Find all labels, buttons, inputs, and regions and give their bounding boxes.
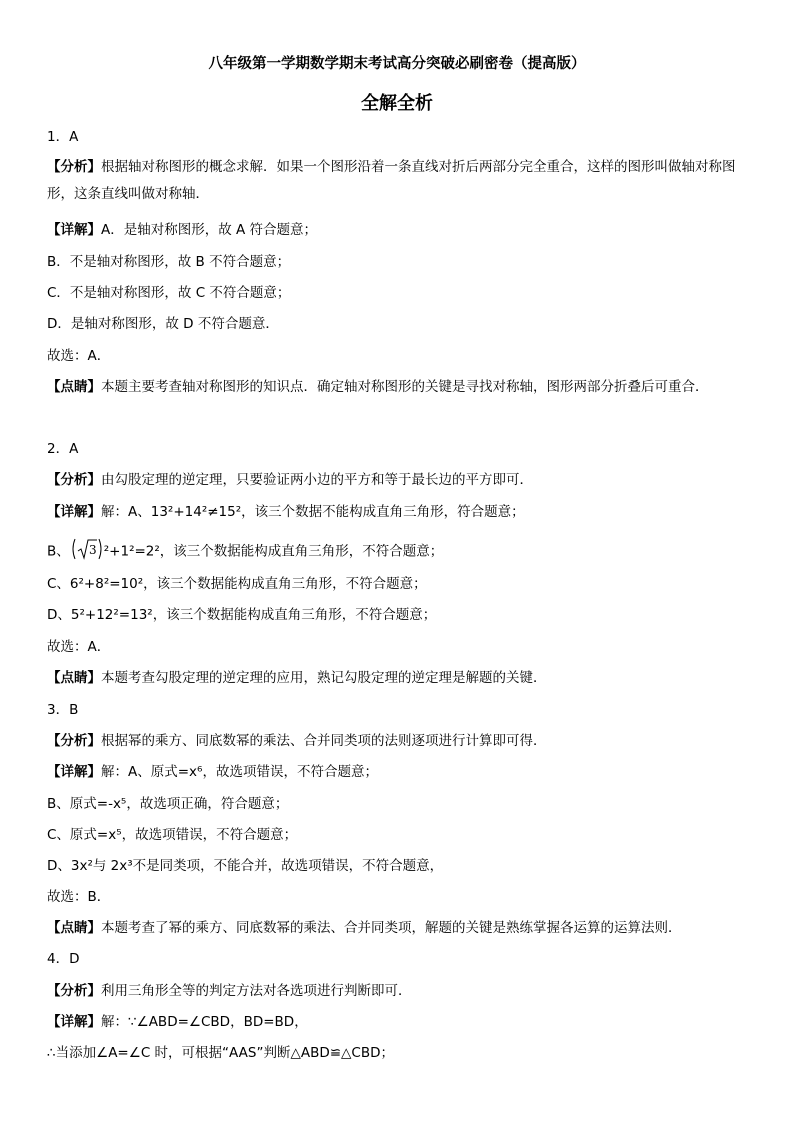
q1-number: 1．A [47,129,79,145]
q2-analysis-tag: 【分析】 [47,472,101,488]
sqrt-paren-icon [70,537,104,561]
q2-comment-text: 本题考查勾股定理的逆定理的应用，熟记勾股定理的逆定理是解题的关键． [101,670,547,686]
document-title: 八年级第一学期数学期末考试高分突破必刷密卷（提高版） [208,56,586,72]
q1-option-d: D．是轴对称图形，故 D 不符合题意． [47,316,279,332]
q2-option-b-prefix: B、 [47,543,70,560]
q1-detail-a: A．是轴对称图形，故 A 符合题意； [101,222,318,238]
q4-number: 4．D [47,951,80,967]
q3-detail-tag: 【详解】 [47,764,101,780]
q1-comment-text: 本题主要考查轴对称图形的知识点．确定轴对称图形的关键是寻找对称轴，图形两部分折叠后可重合． [101,379,709,395]
q4-detail [47,1013,757,1031]
sqrt-radicand: 3 [88,543,97,557]
q3-comment-tag: 【点睛】 [47,920,101,936]
q1-analysis-text: 根据轴对称图形的概念求解．如果一个图形沿着一条直线对折后两部分完全重合，这样的图形叫做轴对称图形，这条直线叫做对称轴． [47,159,736,202]
q3-number: 3．B [47,702,79,718]
q3-choose: 故选：B． [47,889,111,905]
q2-option-b [47,537,757,566]
q3-detail-a: 解：A、原式=x⁶，故选项错误，不符合题意； [101,764,378,780]
q2-detail-a: 解：A、13²+14²≠15²，该三个数据不能构成直角三角形，符合题意； [101,504,525,520]
q2-comment [47,669,757,687]
q4-detail-a: 解：∵∠ABD=∠CBD，BD=BD， [101,1014,308,1030]
q2-option-b-suffix: ²+1²=2²，该三个数据能构成直角三角形，不符合题意； [103,543,444,560]
q1-choose: 故选：A． [47,348,111,364]
q1-detail-tag: 【详解】 [47,222,101,238]
q3-option-d: D、3x²与 2x³不是同类项，不能合并，故选项错误，不符合题意， [47,858,444,874]
q1-comment [47,378,757,396]
q4-detail-tag: 【详解】 [47,1014,101,1030]
q1-analysis-tag: 【分析】 [47,159,101,175]
q3-option-c: C、原式=x⁵，故选项错误，不符合题意； [47,827,298,843]
q4-analysis-text: 利用三角形全等的判定方法对各选项进行判断即可． [101,983,412,999]
q1-analysis [47,154,757,208]
q1-option-b: B．不是轴对称图形，故 B 不符合题意； [47,254,291,270]
q2-number: 2．A [47,441,79,457]
q3-analysis [47,732,757,750]
q2-detail [47,503,757,521]
q3-comment-text: 本题考查了幂的乘方、同底数幂的乘法、合并同类项，解题的关键是熟练掌握各运算的运算法则． [101,920,682,936]
q3-detail [47,763,757,781]
q1-detail [47,221,757,239]
q3-option-b: B、原式=-x⁵，故选项正确，符合题意； [47,796,289,812]
q4-analysis-tag: 【分析】 [47,983,101,999]
q4-line-2: ∴当添加∠A=∠C 时，可根据“AAS”判断△ABD≌△CBD； [47,1045,395,1061]
q3-analysis-tag: 【分析】 [47,733,101,749]
q2-option-d: D、5²+12²=13²，该三个数据能构成直角三角形，不符合题意； [47,607,437,623]
q2-option-c: C、6²+8²=10²，该三个数据能构成直角三角形，不符合题意； [47,576,427,592]
q4-analysis [47,982,757,1000]
q1-option-c: C．不是轴对称图形，故 C 不符合题意； [47,285,291,301]
q2-detail-tag: 【详解】 [47,504,101,520]
q1-comment-tag: 【点睛】 [47,379,101,395]
q3-comment [47,919,757,937]
q2-analysis-text: 由勾股定理的逆定理，只要验证两小边的平方和等于最长边的平方即可． [101,472,533,488]
document-subtitle: 全解全析 [361,93,433,114]
q2-analysis [47,471,757,489]
sqrt-expression [70,537,104,566]
q3-analysis-text: 根据幂的乘方、同底数幂的乘法、合并同类项的法则逐项进行计算即可得． [101,733,547,749]
q2-comment-tag: 【点睛】 [47,670,101,686]
q2-choose: 故选：A． [47,639,111,655]
